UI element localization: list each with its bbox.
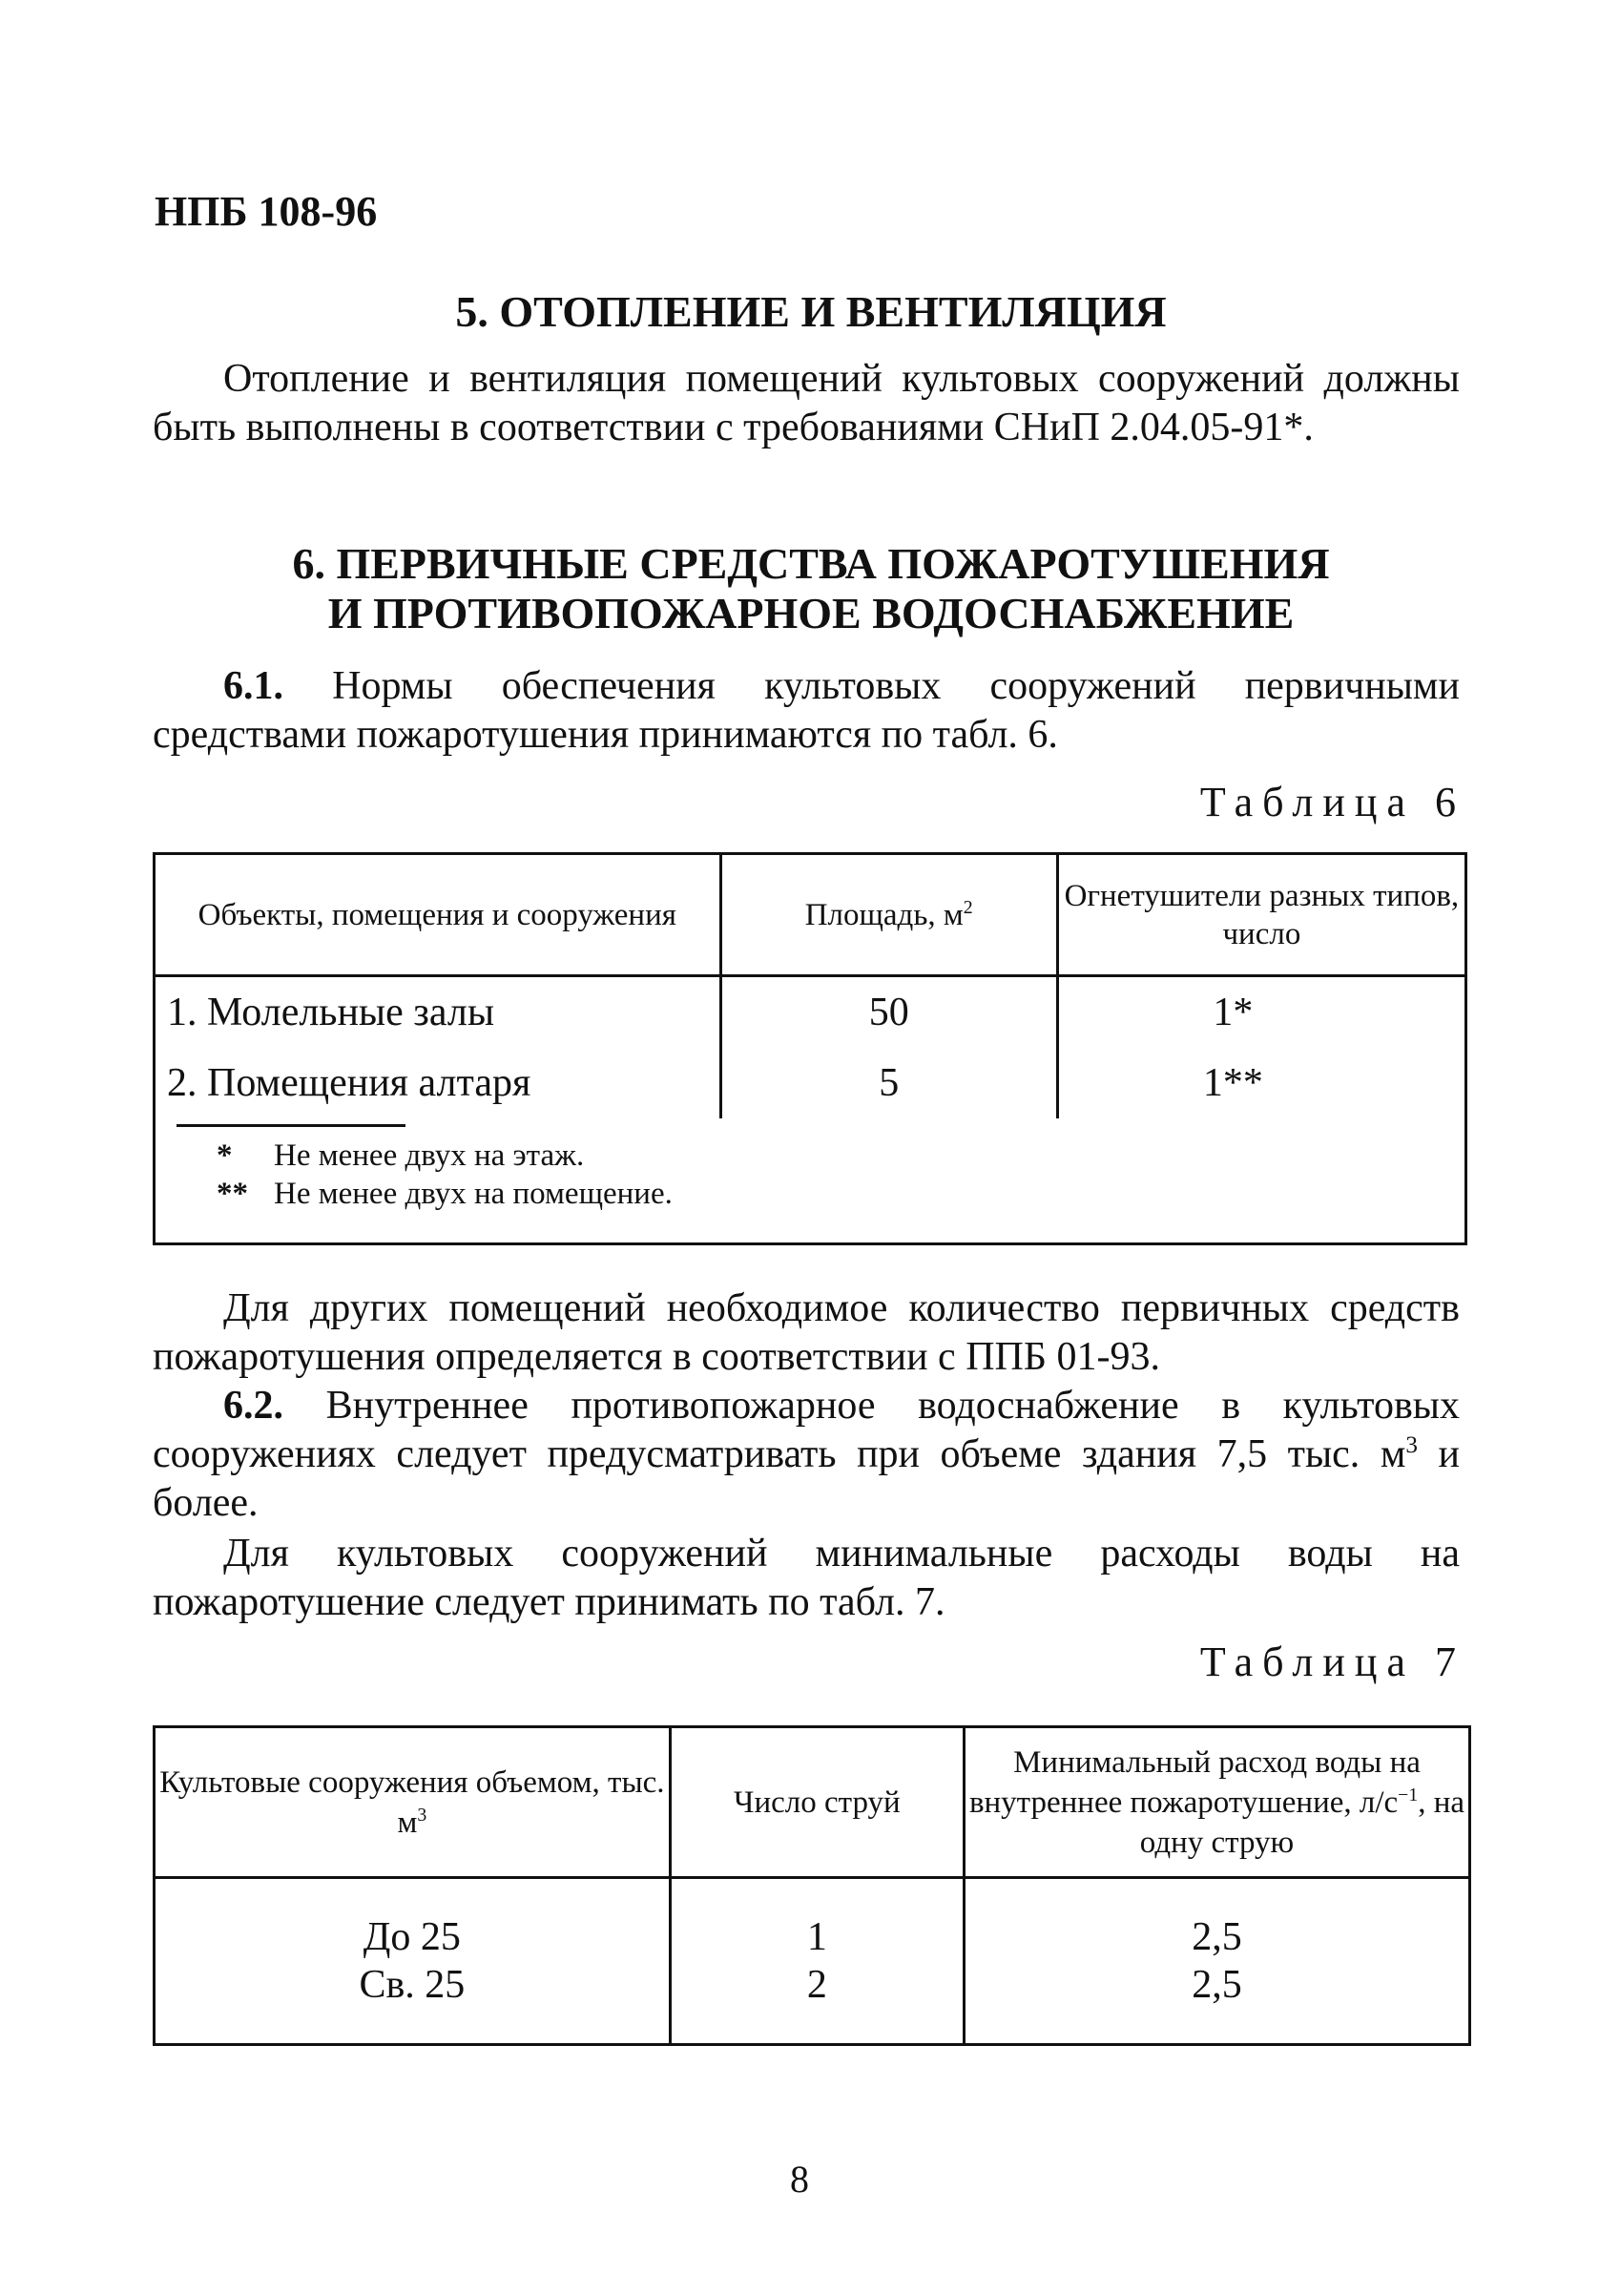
section-6-title xyxy=(153,539,1469,638)
table-6 xyxy=(153,852,1467,1245)
table-cell: 2,5 xyxy=(1192,1915,1242,1959)
paragraph-6-2-tail: и более. xyxy=(153,1432,1460,1525)
table-cell: 1. Молельные залы xyxy=(167,991,495,1034)
table-cell: 5 xyxy=(720,1048,1057,1118)
table-7-flow-column xyxy=(964,1878,1469,2045)
table-7-header-flow: Минимальный расход воды на внутреннее пожаротушение, $л/с^{-1}$, на одну струю xyxy=(964,1727,1469,1878)
table-cell: Св. 25 xyxy=(359,1963,466,2007)
paragraph-after-table-6: Для других помещений необходимое количество первичных средств пожаротушения определяется в соответствии с ППБ 01-93. xyxy=(153,1286,1460,1379)
table-6-header-row xyxy=(155,854,1466,976)
table-7-caption: Таблица 7 xyxy=(1199,1639,1465,1685)
section-6-title-line-2: И ПРОТИВОПОЖАРНОЕ ВОДОСНАБЖЕНИЕ xyxy=(327,589,1295,637)
table-7-jets-column xyxy=(670,1878,964,2045)
paragraph-6-2-water: Для культовых сооружений минимальные расходы воды на пожаротушение следует принимать по табл. 7. xyxy=(153,1532,1460,1624)
table-7-header-jets: Число струй xyxy=(670,1727,964,1878)
footnote-divider xyxy=(177,1124,405,1127)
table-6-notes xyxy=(155,1118,1466,1244)
table-cell: До 25 xyxy=(363,1915,461,1959)
table-7-header-row xyxy=(155,1727,1470,1878)
table-cell: 50 xyxy=(720,976,1057,1049)
table-7-header-volume: Культовые сооружения объемом, тыс. $м^3$ xyxy=(155,1727,671,1878)
section-5-title: 5. ОТОПЛЕНИЕ И ВЕНТИЛЯЦИЯ xyxy=(455,287,1167,336)
paragraph-6-1-number: 6.1. xyxy=(223,664,283,708)
table-cell: 2,5 xyxy=(1192,1963,1242,2007)
page-number: 8 xyxy=(790,2158,809,2201)
table-row xyxy=(155,1048,1466,1118)
table-6-header-objects: Объекты, помещения и сооружения xyxy=(155,854,721,976)
table-row xyxy=(155,976,1466,1049)
table-cell: 1* xyxy=(1057,976,1465,1049)
table-7-data-row xyxy=(155,1878,1470,2045)
footnote: * Не менее двух на этаж. xyxy=(217,1138,585,1173)
paragraph-6-2-number: 6.2. xyxy=(223,1384,283,1428)
table-cell: 1 xyxy=(806,1915,827,1959)
paragraph-6-2-text: Внутреннее противопожарное водоснабжение в культовых сооружениях следует предусматривать при объеме здания 7,5 тыс. м xyxy=(153,1384,1460,1476)
section-5-text: Отопление и вентиляция помещений культовых сооружений должны быть выполнены в соответствии с требованиями СНиП 2.04.05-91*. xyxy=(153,357,1460,449)
paragraph-6-1 xyxy=(153,662,1460,760)
table-6-notes-row xyxy=(155,1118,1466,1244)
paragraph-6-2-superscript: 3 xyxy=(1405,1432,1418,1458)
table-cell: 2. Помещения алтаря xyxy=(167,1061,531,1105)
paragraph-6-1-text: Нормы обеспечения культовых сооружений первичными средствами пожаротушения принимаются по табл. 6. xyxy=(153,664,1460,757)
table-7 xyxy=(153,1725,1471,2046)
document-code: НПБ 108-96 xyxy=(155,188,378,235)
table-cell: 1** xyxy=(1057,1048,1465,1118)
table-6-header-extinguishers: Огнетушители разных типов, число xyxy=(1057,854,1465,976)
table-6-caption: Таблица 6 xyxy=(1199,779,1465,825)
table-cell: 2 xyxy=(806,1963,827,2007)
footnote: ** Не менее двух на помещение. xyxy=(217,1177,673,1211)
paragraph-6-2 xyxy=(153,1382,1460,1528)
table-7-volume-column xyxy=(155,1878,671,2045)
section-6-title-line-1: 6. ПЕРВИЧНЫЕ СРЕДСТВА ПОЖАРОТУШЕНИЯ xyxy=(292,539,1330,588)
table-6-header-area: Площадь, $м^2$ xyxy=(720,854,1057,976)
